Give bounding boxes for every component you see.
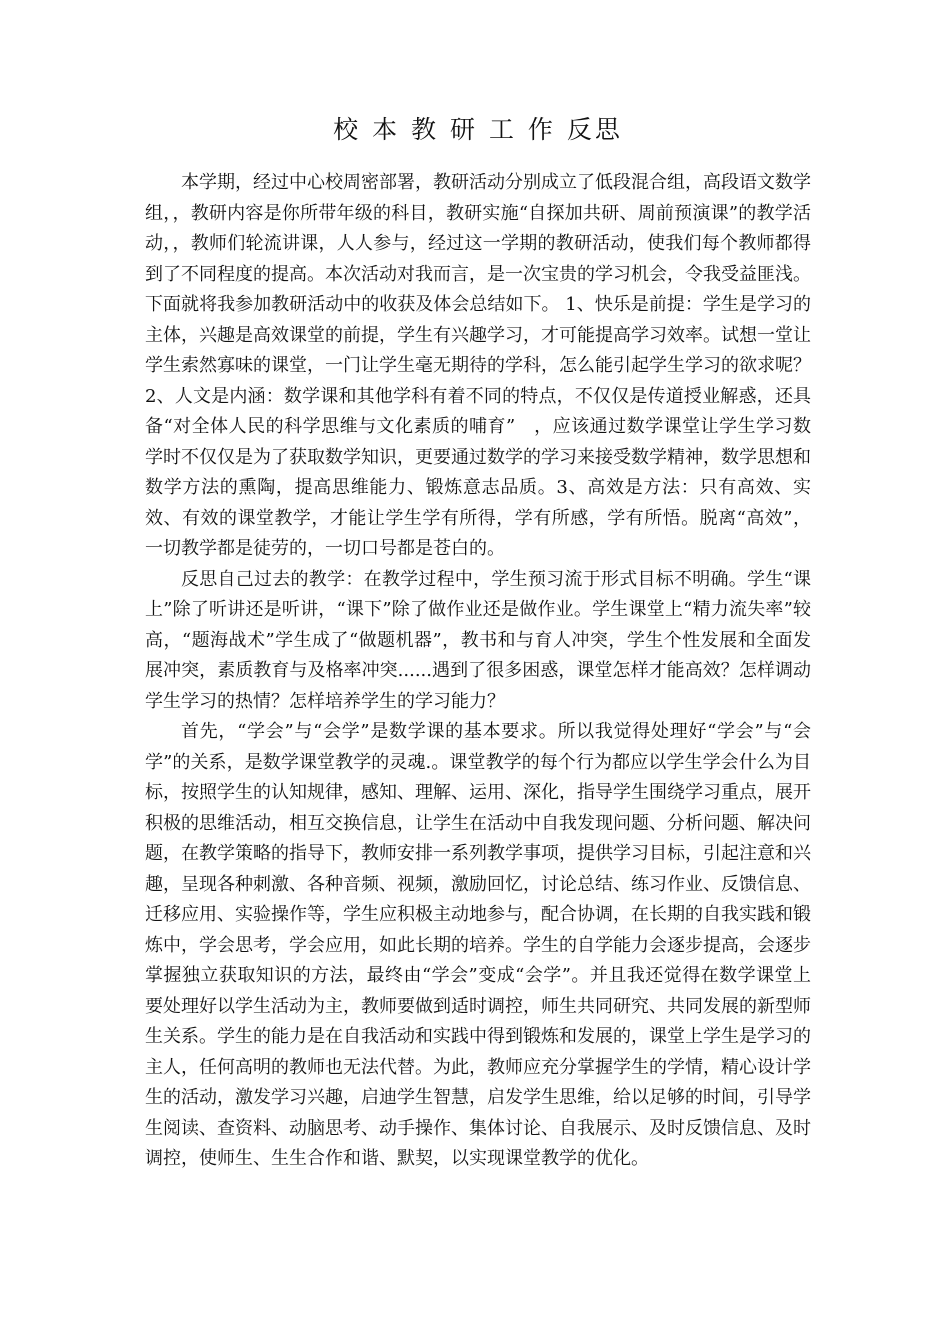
paragraph-1: 本学期，经过中心校周密部署，教研活动分别成立了低段混合组，高段语文数学组，，教研内容是你所带年级的科目，教研实施“自探加共研、周前预演课”的教学活动，，教师们轮流讲课，人人参与，经过这一学期的教研活动，使我们每个教师都得到了不同程度的提高。本次活动对我而言，是一次宝贵的学习机会，令我受益匪浅。下面就将我参加教研活动中的收获及体会总结如下。 1、快乐是前提：学生是学习的主体，兴趣是高效课堂的前提，学生有兴趣学习，才可能提高学习效率。试想一堂让学生索然寡味的课堂，一门让学生毫无期待的学科，怎么能引起学生学习的欲求呢？ 2、人文是内涵：数学课和其他学科有着不同的特点，不仅仅是传道授业解惑，还具备“对全体人民的科学思维与文化素质的哺育” ，应该通过数学课堂让学生学习数学时不仅仅是为了获取数学知识，更要通过数学的学习来接受数学精神，数学思想和数学方法的熏陶，提高思维能力、锻炼意志品质。3、高效是方法：只有高效、实效、有效的课堂教学，才能让学生学有所得，学有所感，学有所悟。脱离“高效”，一切教学都是徒劳的，一切口号都是苍白的。 [145, 172, 811, 559]
document-title: 校 本 教 研 工 作 反思 [333, 115, 623, 144]
paragraph-2: 反思自己过去的教学：在教学过程中，学生预习流于形式目标不明确。学生“课上”除了听讲还是听讲，“课下”除了做作业还是做作业。学生课堂上“精力流失率”较高，“题海战术”学生成了“做题机器”，教书和与育人冲突，学生个性发展和全面发展冲突，素质教育与及格率冲突......遇到了很多困惑，课堂怎样才能高效？怎样调动学生学习的热情？怎样培养学生的学习能力？ [145, 568, 811, 712]
document-page [145, 112, 811, 1175]
paragraph-3: 首先，“学会”与“会学”是数学课的基本要求。所以我觉得处理好“学会”与“会学”的关系，是数学课堂教学的灵魂.。课堂教学的每个行为都应以学生学会什么为目标，按照学生的认知规律，感知、理解、运用、深化，指导学生围绕学习重点，展开积极的思维活动，相互交换信息，让学生在活动中自我发现问题、分析问题、解决问题，在教学策略的指导下，教师安排一系列教学事项，提供学习目标，引起注意和兴趣，呈现各种刺激、各种音频、视频，激励回忆，讨论总结、练习作业、反馈信息、迁移应用、实验操作等，学生应积极主动地参与，配合协调，在长期的自我实践和锻炼中，学会思考，学会应用，如此长期的培养。学生的自学能力会逐步提高，会逐步掌握独立获取知识的方法，最终由“学会”变成“会学”。并且我还觉得在数学课堂上要处理好以学生活动为主，教师要做到适时调控，师生共同研究、共同发展的新型师生关系。学生的能力是在自我活动和实践中得到锻炼和发展的，课堂上学生是学习的主人，任何高明的教师也无法代替。为此，教师应充分掌握学生的学情，精心设计学生的活动，激发学习兴趣，启迪学生智慧，启发学生思维，给以足够的时间，引导学生阅读、查资料、动脑思考、动手操作、集体讨论、自我展示、及时反馈信息、及时调控，使师生、生生合作和谐、默契，以实现课堂教学的优化。 [145, 721, 811, 1169]
